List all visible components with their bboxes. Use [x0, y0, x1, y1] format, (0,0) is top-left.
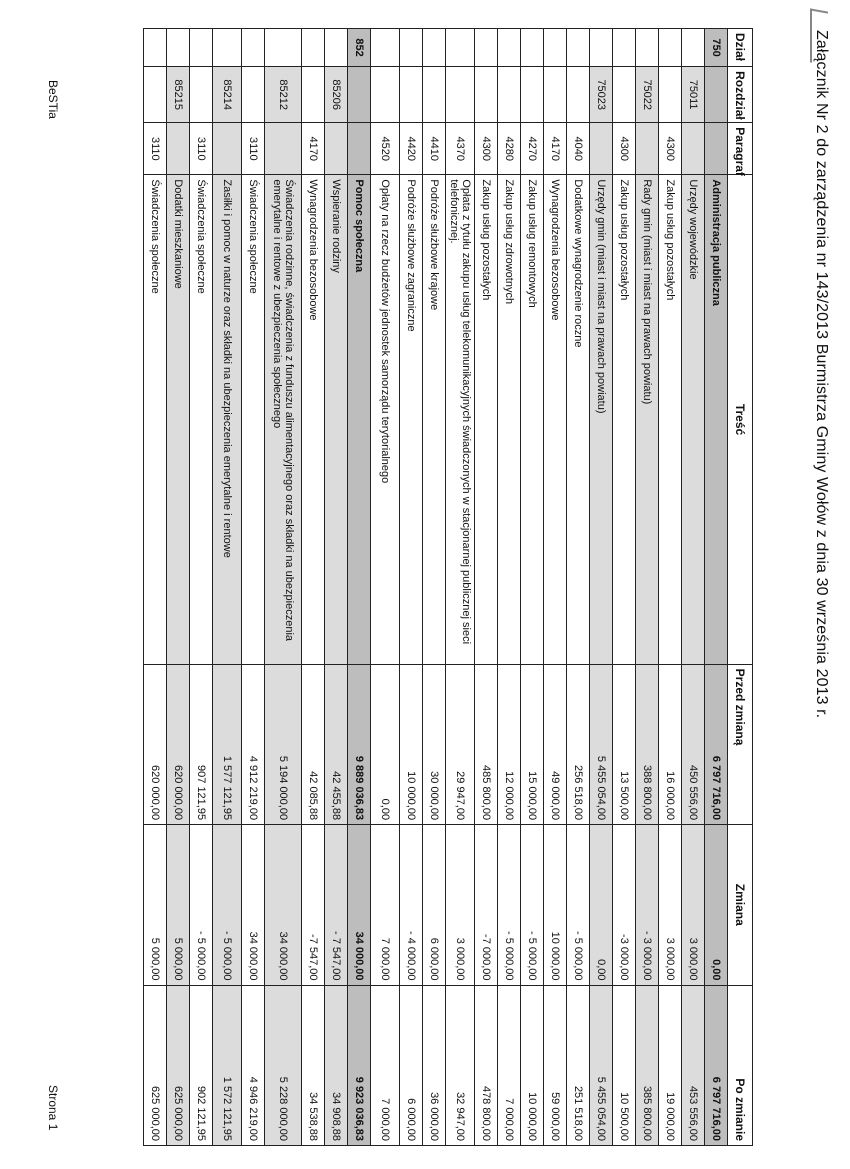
- cell-dzial: [371, 29, 400, 67]
- cell-po: 36 000,00: [423, 985, 446, 1145]
- cell-paragraf: 4300: [613, 123, 636, 175]
- cell-po: 251 518,00: [567, 985, 590, 1145]
- cell-po: 4 946 219,00: [242, 985, 265, 1145]
- cell-paragraf: 4520: [371, 123, 400, 175]
- cell-przed: 0,00: [371, 664, 400, 824]
- cell-po: 453 556,00: [682, 985, 705, 1145]
- table-row: [371, 29, 400, 1146]
- cell-przed: 1 577 121,95: [213, 664, 242, 824]
- cell-zmiana: 6 000,00: [423, 825, 446, 985]
- cell-po: 478 800,00: [475, 985, 498, 1145]
- cell-dzial: [682, 29, 705, 67]
- cell-dzial: [544, 29, 567, 67]
- cell-tresc: Wynagrodzenia bezosobowe: [544, 175, 567, 664]
- table-body: [144, 29, 728, 1146]
- cell-tresc: Zakup usług pozostałych: [475, 175, 498, 664]
- cell-paragraf: [590, 123, 613, 175]
- table-row: [400, 29, 423, 1146]
- table-row: [659, 29, 682, 1146]
- cell-dzial: [567, 29, 590, 67]
- cell-paragraf: [348, 123, 371, 175]
- table-row: [144, 29, 167, 1146]
- cell-tresc: Urzędy wojewódzkie: [682, 175, 705, 664]
- cell-po: 6 000,00: [400, 985, 423, 1145]
- cell-po: 5 455 054,00: [590, 985, 613, 1145]
- cell-tresc: Świadczenia społeczne: [242, 175, 265, 664]
- cell-dzial: [400, 29, 423, 67]
- cell-tresc: Dodatki mieszkaniowe: [167, 175, 190, 664]
- cell-przed: 15 000,00: [521, 664, 544, 824]
- cell-dzial: [613, 29, 636, 67]
- cell-tresc: Wynagrodzenia bezosobowe: [302, 175, 325, 664]
- cell-dzial: [475, 29, 498, 67]
- cell-paragraf: 4410: [423, 123, 446, 175]
- cell-rozdzial: [144, 67, 167, 123]
- table-row: [590, 29, 613, 1146]
- cell-paragraf: 3110: [190, 123, 213, 175]
- cell-dzial: [302, 29, 325, 67]
- cell-zmiana: 34 000,00: [265, 825, 302, 985]
- cell-rozdzial: [521, 67, 544, 123]
- cell-tresc: Podróże służbowe zagraniczne: [400, 175, 423, 664]
- cell-dzial: [590, 29, 613, 67]
- table-row: [325, 29, 348, 1146]
- cell-rozdzial: [400, 67, 423, 123]
- cell-rozdzial: [705, 67, 728, 123]
- cell-paragraf: 3110: [242, 123, 265, 175]
- cell-dzial: [446, 29, 475, 67]
- cell-tresc: Opłaty na rzecz budżetów jednostek samorządu terytorialnego: [371, 175, 400, 664]
- cell-tresc: Administracja publiczna: [705, 175, 728, 664]
- cell-po: 7 000,00: [498, 985, 521, 1145]
- cell-przed: 4 912 219,00: [242, 664, 265, 824]
- cell-przed: 5 455 054,00: [590, 664, 613, 824]
- table-row: [446, 29, 475, 1146]
- table-row: [613, 29, 636, 1146]
- cell-dzial: [144, 29, 167, 67]
- cell-paragraf: [636, 123, 659, 175]
- cell-rozdzial: [302, 67, 325, 123]
- cell-rozdzial: [190, 67, 213, 123]
- cell-przed: 6 797 716,00: [705, 664, 728, 824]
- cell-zmiana: 5 000,00: [167, 825, 190, 985]
- table-row: [567, 29, 590, 1146]
- cell-paragraf: [167, 123, 190, 175]
- cell-zmiana: -7 000,00: [475, 825, 498, 985]
- cell-przed: 29 947,00: [446, 664, 475, 824]
- cell-tresc: Zakup usług pozostałych: [659, 175, 682, 664]
- cell-paragraf: 3110: [144, 123, 167, 175]
- cell-rozdzial: [348, 67, 371, 123]
- cell-rozdzial: [475, 67, 498, 123]
- cell-po: 10 000,00: [521, 985, 544, 1145]
- table-row: [682, 29, 705, 1146]
- table-row: [190, 29, 213, 1146]
- cell-przed: 49 000,00: [544, 664, 567, 824]
- cell-dzial: [265, 29, 302, 67]
- cell-po: 5 228 000,00: [265, 985, 302, 1145]
- cell-zmiana: 0,00: [705, 825, 728, 985]
- table-row: [636, 29, 659, 1146]
- header-paragraf: Paragraf: [728, 123, 753, 175]
- cell-rozdzial: [446, 67, 475, 123]
- cell-dzial: [521, 29, 544, 67]
- cell-zmiana: 10 000,00: [544, 825, 567, 985]
- cell-po: 7 000,00: [371, 985, 400, 1145]
- cell-tresc: Rady gmin (miast i miast na prawach powiatu): [636, 175, 659, 664]
- cell-dzial: 852: [348, 29, 371, 67]
- cell-tresc: Zakup usług zdrowotnych: [498, 175, 521, 664]
- cell-przed: 30 000,00: [423, 664, 446, 824]
- cell-paragraf: [682, 123, 705, 175]
- cell-rozdzial: [371, 67, 400, 123]
- cell-zmiana: - 5 000,00: [190, 825, 213, 985]
- cell-zmiana: -3 000,00: [613, 825, 636, 985]
- cell-przed: 42 085,88: [302, 664, 325, 824]
- cell-tresc: Pomoc społeczna: [348, 175, 371, 664]
- cell-przed: 13 500,00: [613, 664, 636, 824]
- budget-table: [143, 28, 753, 1146]
- cell-po: 6 797 716,00: [705, 985, 728, 1145]
- cell-rozdzial: 75022: [636, 67, 659, 123]
- cell-po: 32 947,00: [446, 985, 475, 1145]
- table-header-row: [728, 29, 753, 1146]
- cell-przed: 485 800,00: [475, 664, 498, 824]
- footer-software: BeSTia: [46, 80, 60, 119]
- cell-przed: 9 889 036,83: [348, 664, 371, 824]
- cell-tresc: Dodatkowe wynagrodzenie roczne: [567, 175, 590, 664]
- cell-rozdzial: 75023: [590, 67, 613, 123]
- cell-zmiana: 0,00: [590, 825, 613, 985]
- cell-tresc: Zakup usług remontowych: [521, 175, 544, 664]
- table-row: [705, 29, 728, 1146]
- cell-zmiana: 3 000,00: [659, 825, 682, 985]
- cell-rozdzial: [423, 67, 446, 123]
- header-zmiana: Zmiana: [728, 825, 753, 985]
- cell-zmiana: 3 000,00: [446, 825, 475, 985]
- cell-rozdzial: 85214: [213, 67, 242, 123]
- table-row: [302, 29, 325, 1146]
- cell-zmiana: - 3 000,00: [636, 825, 659, 985]
- cell-tresc: Zasiłki i pomoc w naturze oraz składki na ubezpieczenia emerytalne i rentowe: [213, 175, 242, 664]
- cell-rozdzial: 75011: [682, 67, 705, 123]
- cell-przed: 256 518,00: [567, 664, 590, 824]
- cell-po: 59 000,00: [544, 985, 567, 1145]
- cell-przed: 450 556,00: [682, 664, 705, 824]
- cell-paragraf: 4280: [498, 123, 521, 175]
- cell-zmiana: - 5 000,00: [567, 825, 590, 985]
- table-row: [213, 29, 242, 1146]
- table-row: [423, 29, 446, 1146]
- cell-dzial: [498, 29, 521, 67]
- cell-po: 19 000,00: [659, 985, 682, 1145]
- cell-zmiana: 5 000,00: [144, 825, 167, 985]
- cell-rozdzial: 85215: [167, 67, 190, 123]
- header-po: Po zmianie: [728, 985, 753, 1145]
- cell-paragraf: [705, 123, 728, 175]
- table-row: [544, 29, 567, 1146]
- cell-przed: 10 000,00: [400, 664, 423, 824]
- header-dzial: Dział: [728, 29, 753, 67]
- cell-tresc: Podróże służbowe krajowe: [423, 175, 446, 664]
- cell-dzial: 750: [705, 29, 728, 67]
- cell-zmiana: 34 000,00: [348, 825, 371, 985]
- cell-rozdzial: [242, 67, 265, 123]
- cell-zmiana: -7 547,00: [302, 825, 325, 985]
- cell-tresc: Wspieranie rodziny: [325, 175, 348, 664]
- cell-po: 625 000,00: [144, 985, 167, 1145]
- cell-rozdzial: [659, 67, 682, 123]
- cell-po: 385 800,00: [636, 985, 659, 1145]
- cell-dzial: [325, 29, 348, 67]
- header-rozdzial: Rozdział: [728, 67, 753, 123]
- table-row: [167, 29, 190, 1146]
- cell-paragraf: 4300: [475, 123, 498, 175]
- cell-rozdzial: 85212: [265, 67, 302, 123]
- cell-rozdzial: [498, 67, 521, 123]
- table-row: [348, 29, 371, 1146]
- cell-paragraf: 4300: [659, 123, 682, 175]
- cell-dzial: [167, 29, 190, 67]
- cell-przed: 388 800,00: [636, 664, 659, 824]
- cell-paragraf: [213, 123, 242, 175]
- cell-po: 902 121,95: [190, 985, 213, 1145]
- cell-rozdzial: [613, 67, 636, 123]
- cell-zmiana: - 7 547,00: [325, 825, 348, 985]
- cell-paragraf: 4040: [567, 123, 590, 175]
- cell-paragraf: 4270: [521, 123, 544, 175]
- cell-tresc: Zakup usług pozostałych: [613, 175, 636, 664]
- cell-przed: 42 455,88: [325, 664, 348, 824]
- cell-zmiana: - 4 000,00: [400, 825, 423, 985]
- cell-zmiana: - 5 000,00: [521, 825, 544, 985]
- cell-dzial: [190, 29, 213, 67]
- cell-tresc: Urzędy gmin (miast i miast na prawach powiatu): [590, 175, 613, 664]
- cell-przed: 620 000,00: [167, 664, 190, 824]
- cell-przed: 907 121,95: [190, 664, 213, 824]
- cell-po: 34 538,88: [302, 985, 325, 1145]
- cell-zmiana: 7 000,00: [371, 825, 400, 985]
- cell-dzial: [213, 29, 242, 67]
- cell-zmiana: 3 000,00: [682, 825, 705, 985]
- cell-rozdzial: [544, 67, 567, 123]
- cell-rozdzial: [567, 67, 590, 123]
- cell-zmiana: - 5 000,00: [498, 825, 521, 985]
- cell-paragraf: 4420: [400, 123, 423, 175]
- cell-przed: 5 194 000,00: [265, 664, 302, 824]
- cell-paragraf: 4170: [544, 123, 567, 175]
- cell-dzial: [659, 29, 682, 67]
- cell-dzial: [423, 29, 446, 67]
- cell-zmiana: 34 000,00: [242, 825, 265, 985]
- table-row: [498, 29, 521, 1146]
- table-row: [521, 29, 544, 1146]
- header-tresc: Treść: [728, 175, 753, 664]
- cell-po: 34 908,88: [325, 985, 348, 1145]
- cell-przed: 620 000,00: [144, 664, 167, 824]
- table-row: [242, 29, 265, 1146]
- cell-dzial: [636, 29, 659, 67]
- cell-paragraf: [325, 123, 348, 175]
- header-przed: Przed zmianą: [728, 664, 753, 824]
- cell-paragraf: [265, 123, 302, 175]
- cell-rozdzial: 85206: [325, 67, 348, 123]
- cell-zmiana: - 5 000,00: [213, 825, 242, 985]
- cell-paragraf: 4170: [302, 123, 325, 175]
- cell-po: 9 923 036,83: [348, 985, 371, 1145]
- document-title: Załącznik Nr 2 do zarządzenia nr 143/2013 Burmistrza Gminy Wołów z dnia 30 września 2013 r.: [813, 30, 830, 719]
- cell-paragraf: 4370: [446, 123, 475, 175]
- cell-tresc: Opłata z tytułu zakupu usług telekomunikacyjnych świadczonych w stacjonarnej publicznej sieci telefonicznej.: [446, 175, 475, 664]
- cell-po: 10 500,00: [613, 985, 636, 1145]
- table-row: [265, 29, 302, 1146]
- cell-przed: 16 000,00: [659, 664, 682, 824]
- cell-przed: 12 000,00: [498, 664, 521, 824]
- footer-page-number: Strona 1: [46, 1085, 60, 1131]
- cell-tresc: Świadczenia rodzinne, świadczenia z funduszu alimentacyjnego oraz składki na ubezpieczenia emerytalne i rentowe z ubezpieczenia społecznego: [265, 175, 302, 664]
- cell-po: 625 000,00: [167, 985, 190, 1145]
- table-row: [475, 29, 498, 1146]
- cell-tresc: Świadczenia społeczne: [144, 175, 167, 664]
- cell-dzial: [242, 29, 265, 67]
- cell-tresc: Świadczenia społeczne: [190, 175, 213, 664]
- cell-po: 1 572 121,95: [213, 985, 242, 1145]
